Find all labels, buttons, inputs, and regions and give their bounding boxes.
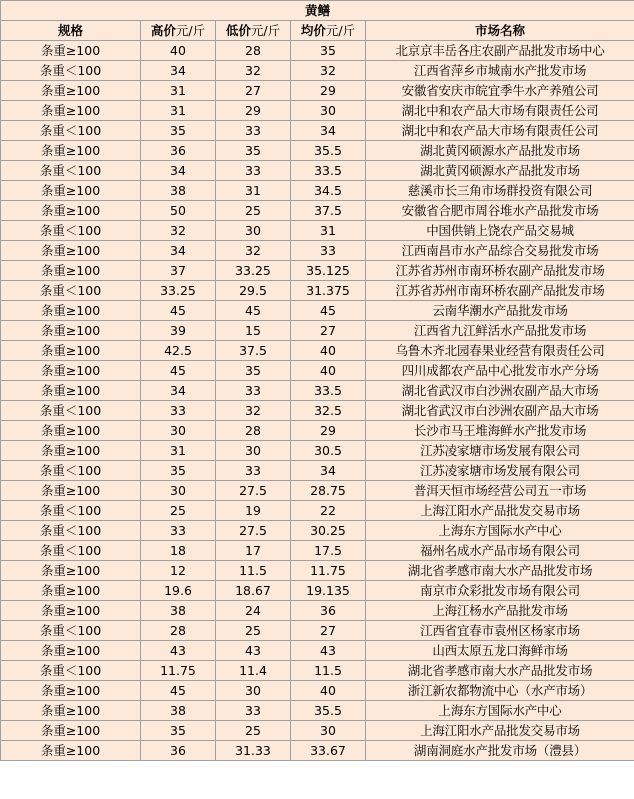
cell-avg-price: 33.67 [291,741,366,761]
cell-market: 普洱天恒市场经营公司五一市场 [366,481,634,501]
cell-market: 北京京丰岳各庄农副产品批发市场中心 [366,41,634,61]
cell-spec: 条重＜100 [1,61,141,81]
cell-high-price: 30 [141,481,216,501]
cell-avg-price: 32.5 [291,401,366,421]
cell-spec: 条重≥100 [1,481,141,501]
cell-avg-price: 30 [291,101,366,121]
table-row [1,81,634,101]
cell-low-price: 27.5 [216,521,291,541]
cell-spec: 条重＜100 [1,521,141,541]
table-row [1,501,634,521]
cell-high-price: 34 [141,161,216,181]
cell-low-price: 33 [216,121,291,141]
cell-market: 南京市众彩批发市场有限公司 [366,581,634,601]
cell-market: 湖北省武汉市白沙洲农副产品大市场 [366,381,634,401]
table-row [1,741,634,761]
cell-low-price: 30 [216,221,291,241]
cell-market: 湖北省孝感市南大水产品批发市场 [366,661,634,681]
cell-avg-price: 40 [291,341,366,361]
cell-avg-price: 11.5 [291,661,366,681]
cell-avg-price: 34 [291,461,366,481]
title-row [1,1,634,21]
cell-low-price: 32 [216,241,291,261]
cell-low-price: 32 [216,401,291,421]
table-title: 黄鳝 [1,1,634,21]
cell-market: 上海江阳水产品批发交易市场 [366,721,634,741]
cell-avg-price: 40 [291,681,366,701]
cell-low-price: 29.5 [216,281,291,301]
cell-high-price: 31 [141,441,216,461]
cell-low-price: 18.67 [216,581,291,601]
cell-high-price: 28 [141,621,216,641]
cell-market: 云南华潮水产品批发市场 [366,301,634,321]
cell-low-price: 33 [216,461,291,481]
cell-high-price: 25 [141,501,216,521]
cell-low-price: 33 [216,161,291,181]
cell-high-price: 32 [141,221,216,241]
cell-spec: 条重≥100 [1,241,141,261]
table-body [1,41,634,761]
cell-low-price: 28 [216,41,291,61]
cell-spec: 条重≥100 [1,181,141,201]
cell-high-price: 34 [141,241,216,261]
cell-avg-price: 36 [291,601,366,621]
cell-market: 湖北中和农产品大市场有限责任公司 [366,121,634,141]
cell-spec: 条重＜100 [1,401,141,421]
table-row [1,701,634,721]
cell-high-price: 43 [141,641,216,661]
table-row [1,601,634,621]
cell-high-price: 40 [141,41,216,61]
cell-avg-price: 43 [291,641,366,661]
cell-market: 湖北黄冈硕源水产品批发市场 [366,141,634,161]
cell-spec: 条重≥100 [1,741,141,761]
cell-low-price: 25 [216,621,291,641]
table-row [1,41,634,61]
cell-market: 中国供销上饶农产品交易城 [366,221,634,241]
cell-low-price: 24 [216,601,291,621]
cell-low-price: 25 [216,201,291,221]
cell-low-price: 25 [216,721,291,741]
cell-low-price: 35 [216,361,291,381]
table-row [1,261,634,281]
table-row [1,361,634,381]
cell-market: 上海江阳水产品批发交易市场 [366,501,634,521]
cell-low-price: 27 [216,81,291,101]
table-row [1,481,634,501]
header-high: 高价元/斤 [141,21,216,41]
cell-low-price: 17 [216,541,291,561]
cell-market: 浙江新农都物流中心（水产市场） [366,681,634,701]
cell-low-price: 19 [216,501,291,521]
cell-avg-price: 30.25 [291,521,366,541]
cell-low-price: 33.25 [216,261,291,281]
table-row [1,61,634,81]
cell-spec: 条重≥100 [1,701,141,721]
cell-avg-price: 32 [291,61,366,81]
cell-spec: 条重≥100 [1,561,141,581]
cell-low-price: 15 [216,321,291,341]
cell-spec: 条重≥100 [1,261,141,281]
cell-avg-price: 35.5 [291,141,366,161]
cell-avg-price: 35.5 [291,701,366,721]
cell-spec: 条重≥100 [1,141,141,161]
cell-avg-price: 40 [291,361,366,381]
cell-spec: 条重＜100 [1,121,141,141]
header-spec: 规格 [1,21,141,41]
cell-low-price: 11.4 [216,661,291,681]
cell-spec: 条重≥100 [1,421,141,441]
cell-avg-price: 29 [291,421,366,441]
cell-avg-price: 17.5 [291,541,366,561]
cell-spec: 条重≥100 [1,81,141,101]
cell-market: 江苏凌家塘市场发展有限公司 [366,461,634,481]
table-row [1,241,634,261]
cell-avg-price: 34 [291,121,366,141]
cell-high-price: 36 [141,741,216,761]
cell-market: 长沙市马王堆海鲜水产批发市场 [366,421,634,441]
cell-avg-price: 31 [291,221,366,241]
table-row [1,381,634,401]
cell-spec: 条重≥100 [1,721,141,741]
cell-market: 湖北黄冈硕源水产品批发市场 [366,161,634,181]
cell-low-price: 35 [216,141,291,161]
cell-market: 江西南昌市水产品综合交易批发市场 [366,241,634,261]
cell-low-price: 33 [216,381,291,401]
cell-avg-price: 27 [291,321,366,341]
cell-high-price: 34 [141,381,216,401]
cell-spec: 条重≥100 [1,381,141,401]
cell-low-price: 30 [216,441,291,461]
cell-high-price: 38 [141,701,216,721]
cell-market: 山西太原五龙口海鲜市场 [366,641,634,661]
cell-market: 上海江杨水产品批发市场 [366,601,634,621]
cell-high-price: 31 [141,101,216,121]
cell-high-price: 50 [141,201,216,221]
cell-spec: 条重＜100 [1,221,141,241]
table-row [1,561,634,581]
cell-market: 江苏省苏州市南环桥农副产品批发市场 [366,281,634,301]
cell-market: 江西省九江鲜活水产品批发市场 [366,321,634,341]
cell-low-price: 43 [216,641,291,661]
table-row [1,161,634,181]
cell-avg-price: 35.125 [291,261,366,281]
table-row [1,181,634,201]
header-row [1,21,634,41]
cell-high-price: 34 [141,61,216,81]
cell-market: 江苏省苏州市南环桥农副产品批发市场 [366,261,634,281]
cell-avg-price: 29 [291,81,366,101]
cell-low-price: 11.5 [216,561,291,581]
cell-avg-price: 22 [291,501,366,521]
cell-high-price: 42.5 [141,341,216,361]
cell-market: 福州名成水产品市场有限公司 [366,541,634,561]
cell-low-price: 31.33 [216,741,291,761]
table-row [1,521,634,541]
cell-high-price: 38 [141,601,216,621]
table-row [1,321,634,341]
cell-low-price: 45 [216,301,291,321]
cell-spec: 条重≥100 [1,341,141,361]
cell-spec: 条重≥100 [1,101,141,121]
cell-market: 上海东方国际水产中心 [366,701,634,721]
table-row [1,721,634,741]
cell-low-price: 33 [216,701,291,721]
cell-avg-price: 31.375 [291,281,366,301]
cell-high-price: 35 [141,121,216,141]
table-row [1,621,634,641]
cell-spec: 条重＜100 [1,541,141,561]
cell-market: 安徽省合肥市周谷堆水产品批发市场 [366,201,634,221]
cell-market: 江西省宜春市袁州区杨家市场 [366,621,634,641]
cell-spec: 条重≥100 [1,321,141,341]
table-row [1,401,634,421]
table-row [1,661,634,681]
cell-spec: 条重≥100 [1,441,141,461]
cell-avg-price: 28.75 [291,481,366,501]
cell-high-price: 36 [141,141,216,161]
cell-avg-price: 34.5 [291,181,366,201]
cell-high-price: 35 [141,461,216,481]
cell-spec: 条重≥100 [1,641,141,661]
cell-spec: 条重＜100 [1,281,141,301]
header-low: 低价元/斤 [216,21,291,41]
cell-market: 乌鲁木齐北园春果业经营有限责任公司 [366,341,634,361]
cell-avg-price: 30 [291,721,366,741]
cell-avg-price: 35 [291,41,366,61]
cell-avg-price: 33.5 [291,161,366,181]
table-row [1,341,634,361]
table-row [1,441,634,461]
cell-market: 四川成都农产品中心批发市水产分场 [366,361,634,381]
cell-high-price: 45 [141,301,216,321]
cell-spec: 条重≥100 [1,601,141,621]
cell-high-price: 18 [141,541,216,561]
table-row [1,101,634,121]
cell-spec: 条重＜100 [1,161,141,181]
header-avg: 均价元/斤 [291,21,366,41]
table-row [1,541,634,561]
cell-market: 湖北省武汉市白沙洲农副产品大市场 [366,401,634,421]
cell-avg-price: 45 [291,301,366,321]
table-row [1,461,634,481]
cell-high-price: 39 [141,321,216,341]
cell-avg-price: 19.135 [291,581,366,601]
cell-high-price: 31 [141,81,216,101]
cell-spec: 条重≥100 [1,681,141,701]
cell-high-price: 35 [141,721,216,741]
table-row [1,281,634,301]
table-row [1,141,634,161]
cell-high-price: 33 [141,401,216,421]
table-row [1,121,634,141]
cell-spec: 条重＜100 [1,661,141,681]
cell-avg-price: 30.5 [291,441,366,461]
cell-market: 上海东方国际水产中心 [366,521,634,541]
cell-low-price: 30 [216,681,291,701]
cell-spec: 条重≥100 [1,581,141,601]
table-row [1,301,634,321]
cell-avg-price: 33 [291,241,366,261]
table-row [1,421,634,441]
header-market: 市场名称 [366,21,634,41]
table-row [1,681,634,701]
cell-low-price: 32 [216,61,291,81]
cell-market: 江西省萍乡市城南水产批发市场 [366,61,634,81]
cell-high-price: 33 [141,521,216,541]
cell-spec: 条重＜100 [1,461,141,481]
cell-low-price: 31 [216,181,291,201]
cell-market: 湖北省孝感市南大水产品批发市场 [366,561,634,581]
cell-spec: 条重≥100 [1,361,141,381]
cell-avg-price: 37.5 [291,201,366,221]
cell-market: 湖北中和农产品大市场有限责任公司 [366,101,634,121]
cell-spec: 条重＜100 [1,501,141,521]
cell-avg-price: 27 [291,621,366,641]
table-row [1,221,634,241]
cell-high-price: 33.25 [141,281,216,301]
cell-high-price: 38 [141,181,216,201]
cell-spec: 条重≥100 [1,201,141,221]
cell-high-price: 37 [141,261,216,281]
cell-spec: 条重≥100 [1,301,141,321]
cell-high-price: 30 [141,421,216,441]
cell-market: 湖南洞庭水产批发市场（澧县） [366,741,634,761]
cell-high-price: 45 [141,681,216,701]
cell-high-price: 12 [141,561,216,581]
cell-high-price: 19.6 [141,581,216,601]
cell-high-price: 11.75 [141,661,216,681]
cell-low-price: 29 [216,101,291,121]
cell-market: 安徽省安庆市皖宜季牛水产养殖公司 [366,81,634,101]
table-row [1,581,634,601]
cell-avg-price: 11.75 [291,561,366,581]
cell-spec: 条重≥100 [1,41,141,61]
cell-market: 慈溪市长三角市场群投资有限公司 [366,181,634,201]
cell-low-price: 27.5 [216,481,291,501]
cell-spec: 条重＜100 [1,621,141,641]
table-row [1,641,634,661]
table-row [1,201,634,221]
cell-avg-price: 33.5 [291,381,366,401]
cell-market: 江苏凌家塘市场发展有限公司 [366,441,634,461]
cell-low-price: 37.5 [216,341,291,361]
cell-low-price: 28 [216,421,291,441]
cell-high-price: 45 [141,361,216,381]
